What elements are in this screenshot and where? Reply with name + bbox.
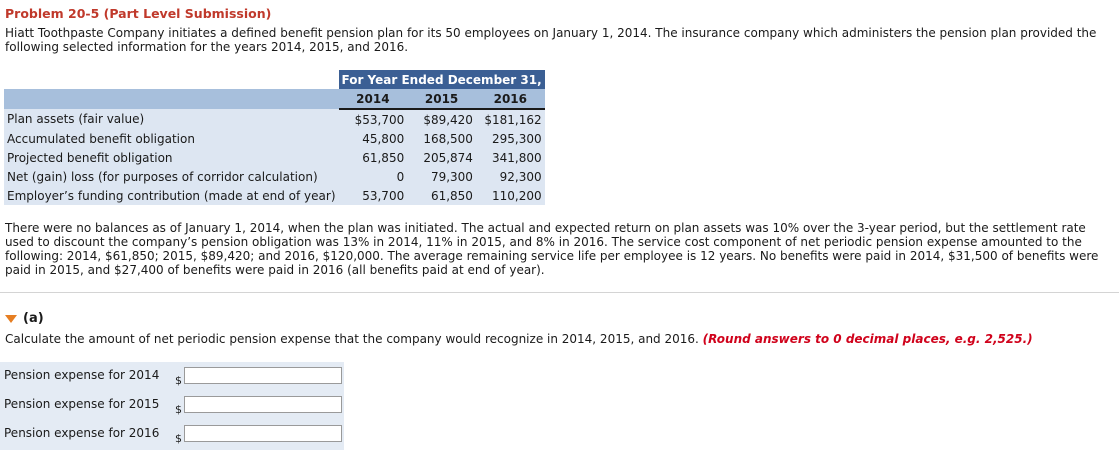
table-row [4,109,545,129]
cell-value: 79,300 [407,167,476,186]
table-row [4,148,545,167]
row-label: Employer’s funding contribution (made at end of year) [4,186,339,205]
part-a-header[interactable] [5,311,44,326]
dollar-sign: $ [175,403,182,416]
answer-label: Pension expense for 2014 [4,368,160,382]
instruction-text: Calculate the amount of net periodic pension expense that the company would recognize in 2014, 2015, and 2016. [5,332,699,346]
answer-row-2016 [4,420,344,445]
part-a-instruction [5,332,1033,346]
cell-value: 168,500 [407,129,476,148]
problem-title: Problem 20-5 (Part Level Submission) [5,6,272,21]
answer-label: Pension expense for 2016 [4,426,160,440]
answer-row-2015 [4,391,344,416]
year-header-2014: 2014 [339,89,408,109]
pension-expense-2015-input[interactable] [184,396,342,413]
problem-intro: Hiatt Toothpaste Company initiates a defined benefit pension plan for its 50 employees on January 1, 2014. The insurance company which administers the pension plan provided the following selected information for the years 2014, 2015, and 2016. [5,26,1097,54]
cell-value: 295,300 [476,129,545,148]
row-label: Plan assets (fair value) [4,109,339,129]
cell-value: 110,200 [476,186,545,205]
cell-value: 61,850 [339,148,408,167]
cell-value: $89,420 [407,109,476,129]
part-a-heading: (a) [23,311,44,326]
rounding-note: (Round answers to 0 decimal places, e.g. 2,525.) [702,332,1033,346]
answer-panel [0,362,344,450]
pension-expense-2016-input[interactable] [184,425,342,442]
row-label: Projected benefit obligation [4,148,339,167]
dollar-sign: $ [175,432,182,445]
cell-value: $53,700 [339,109,408,129]
cell-value: 341,800 [476,148,545,167]
cell-value: 92,300 [476,167,545,186]
year-header-2015: 2015 [407,89,476,109]
table-row [4,186,545,205]
problem-details-paragraph: There were no balances as of January 1, 2014, when the plan was initiated. The actual and expected return on plan assets was 10% over the 3-year period, but the settlement rate used to discount the company’s pension obligation was 13% in 2014, 11% in 2015, and 8% in 2016. The service cost component of net periodic pension expense amounted to the following: 2014, $61,850; 2015, $89,420; and 2016, $120,000. The average remaining service life per employee is 12 years. No benefits were paid in 2014, $31,500 of benefits were paid in 2015, and $27,400 of benefits were paid in 2016 (all benefits paid at end of year). [5,221,1099,277]
header-blank [4,70,339,89]
cell-value: 205,874 [407,148,476,167]
cell-value: 61,850 [407,186,476,205]
dollar-sign: $ [175,374,182,387]
cell-value: 45,800 [339,129,408,148]
table-row [4,167,545,186]
cell-value: $181,162 [476,109,545,129]
year-header-blank [4,89,339,109]
answer-row-2014 [4,362,344,387]
row-label: Net (gain) loss (for purposes of corridor calculation) [4,167,339,186]
table-row [4,129,545,148]
pension-expense-2014-input[interactable] [184,367,342,384]
table-year-header-row [4,89,545,109]
section-divider [0,292,1119,293]
year-header-2016: 2016 [476,89,545,109]
table-group-header: For Year Ended December 31, [339,70,545,89]
row-label: Accumulated benefit obligation [4,129,339,148]
triangle-down-icon[interactable] [5,315,17,323]
table-group-header-row [4,70,545,89]
cell-value: 53,700 [339,186,408,205]
answer-label: Pension expense for 2015 [4,397,160,411]
cell-value: 0 [339,167,408,186]
pension-data-table [4,70,545,205]
